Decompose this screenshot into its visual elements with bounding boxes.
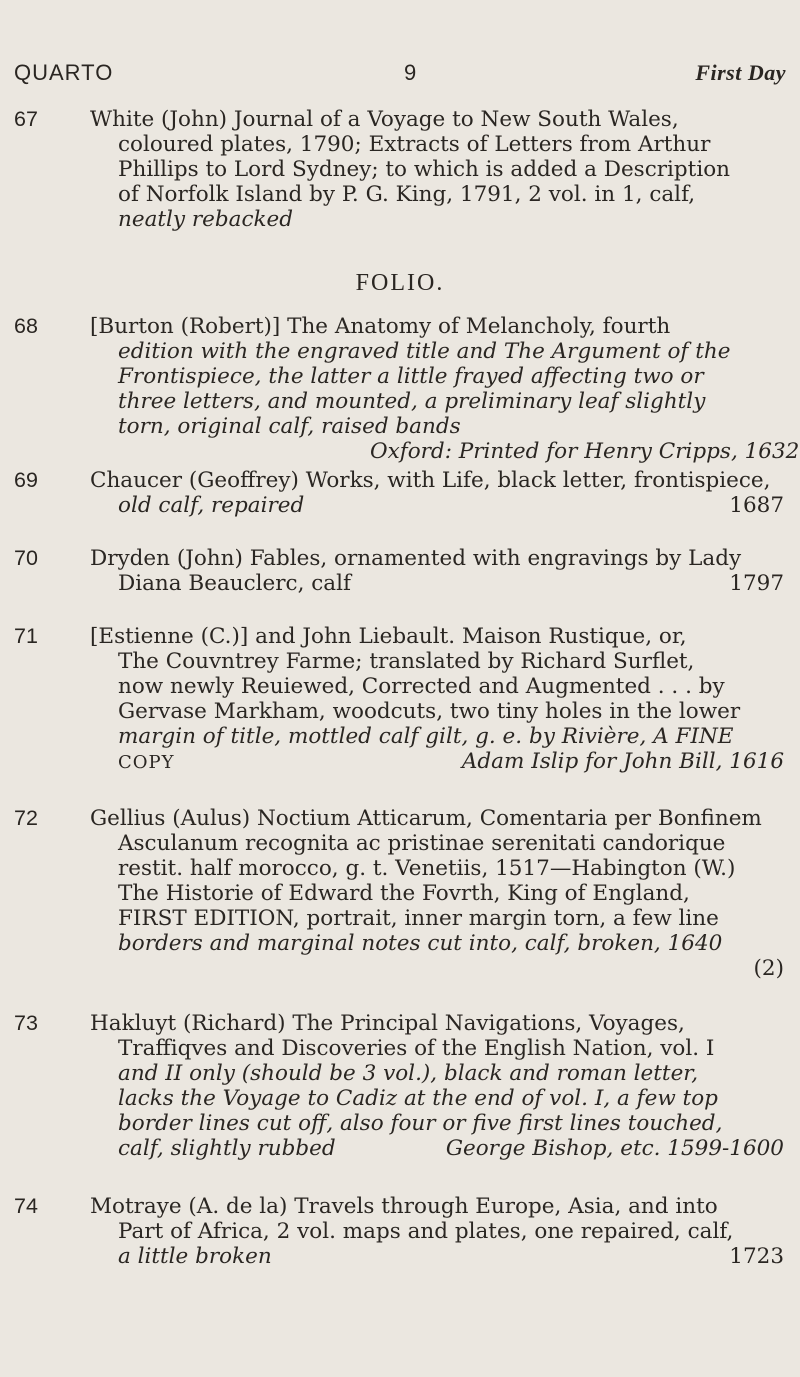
lot-description (90, 546, 784, 596)
desc-line: The Historie of Edward the Fovrth, King of England, (118, 881, 690, 906)
desc-line: White (John) Journal of a Voyage to New South Wales, (90, 107, 679, 132)
desc-text: COPY (118, 752, 175, 773)
desc-line: edition with the engraved title and The Argument of the (118, 339, 731, 364)
desc-line (90, 493, 784, 518)
desc-line: now newly Reuiewed, Corrected and Augmented . . . by (118, 674, 725, 699)
imprint-line: George Bishop, etc. 1599-1600 (445, 1136, 784, 1161)
desc-line: Gervase Markham, woodcuts, two tiny holes in the lower (118, 699, 741, 724)
lot-number: 71 (14, 624, 38, 648)
desc-line: coloured plates, 1790; Extracts of Letters from Arthur (118, 132, 711, 157)
lot-description (90, 624, 784, 775)
lot-description (90, 1194, 784, 1269)
desc-line: Asculanum recognita ac pristinae serenitati candorique (118, 831, 726, 856)
desc-line: Phillips to Lord Sydney; to which is added a Description (118, 157, 730, 182)
lot-number: 74 (14, 1194, 38, 1218)
desc-line: restit. half morocco, g. t. Venetiis, 1517—Habington (W.) (118, 856, 736, 881)
lot-69 (14, 468, 784, 518)
desc-line: Gellius (Aulus) Noctium Atticarum, Comentaria per Bonfinem (90, 806, 762, 831)
desc-text: Diana Beauclerc, calf (118, 571, 351, 596)
desc-line: Hakluyt (Richard) The Principal Navigations, Voyages, (90, 1011, 685, 1036)
lot-71 (14, 624, 784, 775)
desc-line: Motraye (A. de la) Travels through Europe, Asia, and into (90, 1194, 718, 1219)
desc-text: calf, slightly rubbed (118, 1136, 336, 1161)
desc-line: FIRST EDITION, portrait, inner margin torn, a few line (118, 906, 719, 931)
lot-number: 70 (14, 546, 38, 570)
lot-date: 1797 (729, 571, 784, 596)
lot-number: 68 (14, 314, 38, 338)
desc-line: Dryden (John) Fables, ornamented with engravings by Lady (90, 546, 742, 571)
header-format: QUARTO (14, 60, 114, 85)
desc-line (90, 1244, 784, 1269)
desc-line: borders and marginal notes cut into, calf, broken, 1640 (118, 931, 723, 956)
lot-description (90, 806, 784, 981)
page-header (14, 60, 786, 94)
desc-text: a little broken (118, 1244, 272, 1269)
desc-line (90, 571, 784, 596)
desc-line: Chaucer (Geoffrey) Works, with Life, black letter, frontispiece, (90, 468, 771, 493)
imprint-line: Adam Islip for John Bill, 1616 (461, 749, 784, 774)
lot-73 (14, 1011, 784, 1161)
desc-line: neatly rebacked (118, 207, 294, 232)
lot-description (90, 314, 800, 464)
lot-number: 67 (14, 107, 38, 131)
lot-date: 1687 (729, 493, 784, 518)
lot-72 (14, 806, 784, 981)
lot-74 (14, 1194, 784, 1269)
desc-line (90, 749, 784, 775)
lot-70 (14, 546, 784, 596)
desc-line: [Burton (Robert)] The Anatomy of Melancholy, fourth (90, 314, 671, 339)
section-heading: FOLIO. (355, 270, 445, 296)
lot-number: 72 (14, 806, 38, 830)
desc-line: [Estienne (C.)] and John Liebault. Maison Rustique, or, (90, 624, 687, 649)
lot-number: 73 (14, 1011, 38, 1035)
lot-68 (14, 314, 800, 464)
lot-description (90, 107, 784, 232)
desc-line: The Couvntrey Farme; translated by Richard Surflet, (118, 649, 695, 674)
page-number: 9 (404, 60, 417, 85)
desc-line: and II only (should be 3 vol.), black and roman letter, (118, 1061, 699, 1086)
lot-description (90, 468, 784, 518)
lot-67 (14, 107, 784, 232)
desc-line: torn, original calf, raised bands (118, 414, 461, 439)
header-sale-day: First Day (695, 60, 786, 85)
desc-line: Traffiqves and Discoveries of the English Nation, vol. I (118, 1036, 715, 1061)
lot-date: 1723 (729, 1244, 784, 1269)
desc-line: Part of Africa, 2 vol. maps and plates, one repaired, calf, (118, 1219, 734, 1244)
desc-line: Frontispiece, the latter a little frayed affecting two or (118, 364, 704, 389)
desc-line (90, 1136, 784, 1161)
desc-line: margin of title, mottled calf gilt, g. e. by Rivière, A FINE (118, 724, 734, 749)
desc-line: lacks the Voyage to Cadiz at the end of vol. I, a few top (118, 1086, 718, 1111)
lot-number: 69 (14, 468, 38, 492)
desc-line: of Norfolk Island by P. G. King, 1791, 2 vol. in 1, calf, (118, 182, 696, 207)
imprint-line: Oxford: Printed for Henry Cripps, 1632 (370, 439, 800, 464)
desc-line: three letters, and mounted, a preliminary leaf slightly (118, 389, 706, 414)
lot-description (90, 1011, 784, 1161)
volume-count: (2) (753, 956, 784, 981)
desc-line: border lines cut off, also four or five first lines touched, (118, 1111, 723, 1136)
desc-text: old calf, repaired (118, 493, 305, 518)
